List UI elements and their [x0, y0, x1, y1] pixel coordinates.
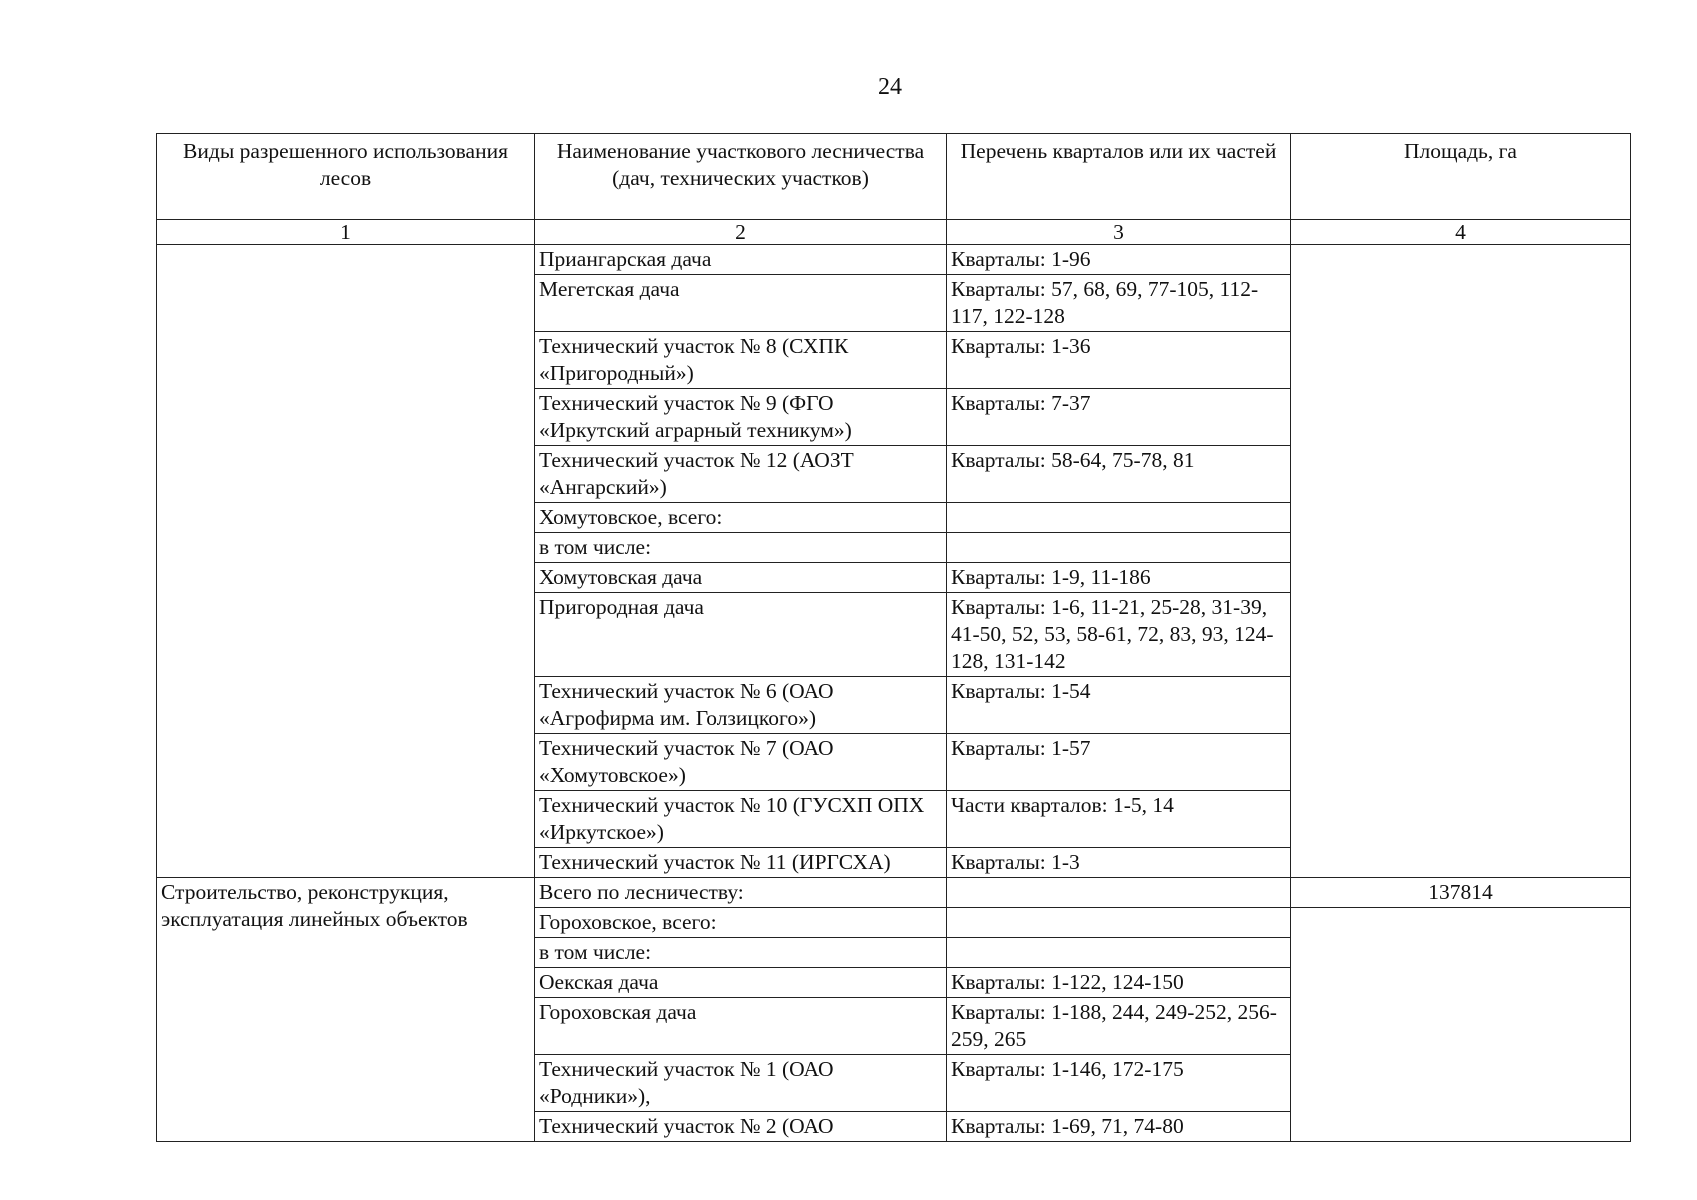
- quarters-cell: [947, 503, 1291, 533]
- forestry-name-cell: Гороховское, всего:: [535, 908, 947, 938]
- quarters-cell: [947, 908, 1291, 938]
- forestry-name-cell: Всего по лесничеству:: [535, 878, 947, 908]
- column-number-row: [157, 220, 1631, 245]
- forestry-name-cell: Гороховская дача: [535, 998, 947, 1055]
- column-number: 1: [157, 220, 535, 245]
- forestry-name-cell: Технический участок № 12 (АОЗТ «Ангарский»): [535, 446, 947, 503]
- quarters-cell: Кварталы: 1-3: [947, 848, 1291, 878]
- use-type-cell-empty: [157, 245, 535, 878]
- page-number: 24: [878, 74, 902, 100]
- forest-use-table: [156, 133, 1631, 1142]
- quarters-cell: Кварталы: 58-64, 75-78, 81: [947, 446, 1291, 503]
- column-number: 2: [535, 220, 947, 245]
- quarters-cell-empty: [947, 878, 1291, 908]
- total-area-cell: 137814: [1291, 878, 1631, 908]
- quarters-cell: Кварталы: 1-146, 172-175: [947, 1055, 1291, 1112]
- quarters-cell: Кварталы: 7-37: [947, 389, 1291, 446]
- header-forestry-name: Наименование участкового лесничества (дач, технических участков): [535, 134, 947, 220]
- forestry-name-cell: Оекская дача: [535, 968, 947, 998]
- forestry-name-cell: Технический участок № 9 (ФГО «Иркутский аграрный техникум»): [535, 389, 947, 446]
- quarters-cell: [947, 938, 1291, 968]
- forestry-name-cell: Технический участок № 6 (ОАО «Агрофирма им. Голзицкого»): [535, 677, 947, 734]
- quarters-cell: Кварталы: 1-36: [947, 332, 1291, 389]
- quarters-cell: [947, 533, 1291, 563]
- area-cell-empty: [1291, 908, 1631, 1142]
- forestry-name-cell: Хомутовская дача: [535, 563, 947, 593]
- header-quarters: Перечень кварталов или их частей: [947, 134, 1291, 220]
- forestry-name-cell: Технический участок № 8 (СХПК «Пригородный»): [535, 332, 947, 389]
- forestry-name-cell: Мегетская дача: [535, 275, 947, 332]
- quarters-cell: Кварталы: 1-6, 11-21, 25-28, 31-39, 41-50, 52, 53, 58-61, 72, 83, 93, 124-128, 131-142: [947, 593, 1291, 677]
- quarters-cell: Кварталы: 1-9, 11-186: [947, 563, 1291, 593]
- table-row: [157, 878, 1631, 908]
- forestry-name-cell: Технический участок № 10 (ГУСХП ОПХ «Иркутское»): [535, 791, 947, 848]
- quarters-cell: Кварталы: 1-54: [947, 677, 1291, 734]
- area-cell-empty: [1291, 245, 1631, 878]
- forestry-name-cell: Технический участок № 2 (ОАО: [535, 1112, 947, 1142]
- forestry-name-cell: Технический участок № 11 (ИРГСХА): [535, 848, 947, 878]
- forestry-name-cell: в том числе:: [535, 533, 947, 563]
- forestry-name-cell: Приангарская дача: [535, 245, 947, 275]
- header-use-type: Виды разрешенного использования лесов: [157, 134, 535, 220]
- quarters-cell: Кварталы: 57, 68, 69, 77-105, 112-117, 122-128: [947, 275, 1291, 332]
- forestry-name-cell: Хомутовское, всего:: [535, 503, 947, 533]
- quarters-cell: Кварталы: 1-188, 244, 249-252, 256-259, 265: [947, 998, 1291, 1055]
- quarters-cell: Кварталы: 1-96: [947, 245, 1291, 275]
- column-number: 3: [947, 220, 1291, 245]
- forestry-name-cell: Пригородная дача: [535, 593, 947, 677]
- quarters-cell: Части кварталов: 1-5, 14: [947, 791, 1291, 848]
- quarters-cell: Кварталы: 1-122, 124-150: [947, 968, 1291, 998]
- header-row: [157, 134, 1631, 220]
- header-area: Площадь, га: [1291, 134, 1631, 220]
- column-number: 4: [1291, 220, 1631, 245]
- quarters-cell: Кварталы: 1-57: [947, 734, 1291, 791]
- quarters-cell: Кварталы: 1-69, 71, 74-80: [947, 1112, 1291, 1142]
- forestry-name-cell: Технический участок № 7 (ОАО «Хомутовское»): [535, 734, 947, 791]
- forestry-name-cell: в том числе:: [535, 938, 947, 968]
- forestry-name-cell: Технический участок № 1 (ОАО «Родники»),: [535, 1055, 947, 1112]
- use-type-cell: Строительство, реконструкция, эксплуатация линейных объектов: [157, 878, 535, 1142]
- table-row: [157, 245, 1631, 275]
